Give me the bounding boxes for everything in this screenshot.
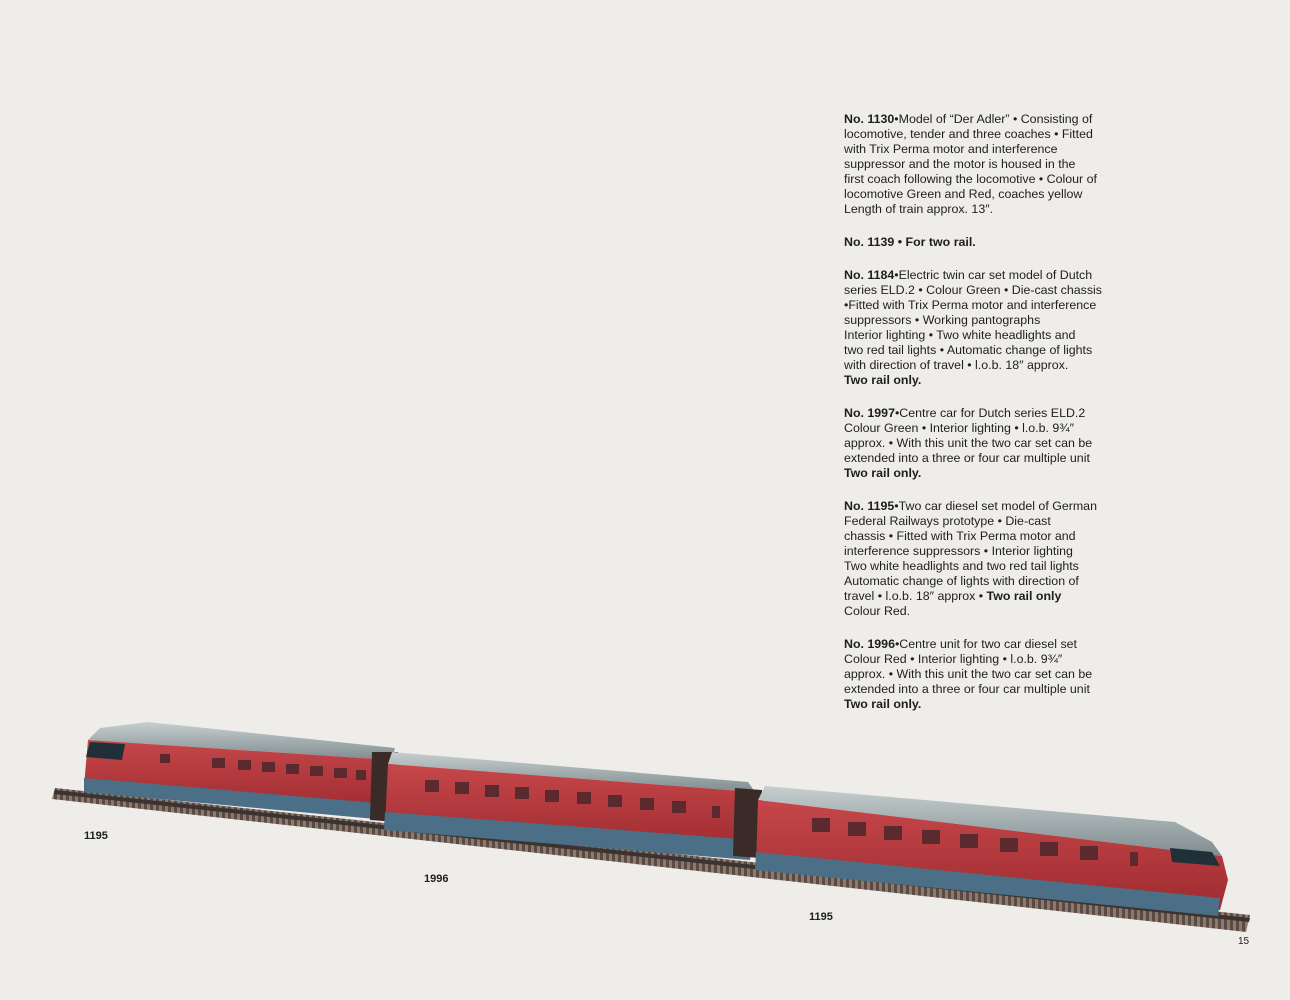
entry-text: Interior lighting • Two white headlights and [844,328,1076,342]
entry-line [844,187,1134,202]
entry-text: locomotive, tender and three coaches • Fitted [844,127,1093,141]
entry-text: Colour Red • Interior lighting • l.o.b. 9¾″ [844,652,1063,666]
entry-line [844,544,1134,559]
entry-line [844,268,1134,283]
entry-text: approx. • With this unit the two car set can be [844,436,1093,450]
entry-text: chassis • Fitted with Trix Perma motor and [844,529,1076,543]
entry-text: •Two car diesel set model of German [894,499,1097,513]
entry-text: suppressor and the motor is housed in the [844,157,1076,171]
entry-line [844,328,1134,343]
entry-line [844,652,1134,667]
entry-number: No. 1997 [844,406,895,420]
entry-number: No. 1130 [844,112,895,126]
entry-line [844,604,1134,619]
entry-line [844,436,1134,451]
entry-line [844,466,1134,481]
entry-1997 [844,406,1134,481]
entry-number: No. 1139 [844,235,895,249]
entry-line [844,421,1134,436]
entry-text: extended into a three or four car multiple unit [844,451,1090,465]
label-1195-right: 1195 [809,911,833,923]
entry-line [844,358,1134,373]
entry-line [844,637,1134,652]
entry-text: extended into a three or four car multiple unit [844,682,1090,696]
entry-line [844,157,1134,172]
entry-line [844,559,1134,574]
label-1195-left: 1195 [84,830,108,842]
entry-text: first coach following the locomotive • Colour of [844,172,1097,186]
entry-line [844,574,1134,589]
entry-text: Colour Green • Interior lighting • l.o.b. 9¾″ [844,421,1075,435]
description-column [844,112,1134,730]
entry-text: suppressors • Working pantographs [844,313,1041,327]
entry-text: Length of train approx. 13″. [844,202,994,216]
entry-number: No. 1184 [844,268,895,282]
car-1996-middle [384,752,755,860]
label-1996: 1996 [424,873,449,885]
entry-line [844,682,1134,697]
entry-line [844,499,1134,514]
entry-line [844,373,1134,388]
entry-text: travel • l.o.b. 18″ approx • [844,589,987,603]
entry-text: Two rail only. [844,373,922,387]
entry-line [844,235,1134,250]
entry-1195 [844,499,1134,619]
entry-text: • For two rail. [894,235,976,249]
entry-line [844,451,1134,466]
entry-line [844,298,1134,313]
entry-text-bold: Two rail only [986,589,1062,603]
entry-line [844,406,1134,421]
entry-text: Colour Red. [844,604,911,618]
entry-text: series ELD.2 • Colour Green • Die-cast chassis [844,283,1102,297]
entry-text: Two rail only. [844,697,922,711]
entry-line [844,313,1134,328]
entry-text: •Electric twin car set model of Dutch [894,268,1093,282]
entry-line [844,589,1134,604]
entry-text: interference suppressors • Interior lighting [844,544,1073,558]
entry-text: with Trix Perma motor and interference [844,142,1058,156]
entry-text: with direction of travel • l.o.b. 18″ approx. [844,358,1069,372]
entry-text: •Fitted with Trix Perma motor and interference [844,298,1097,312]
entry-text: •Centre car for Dutch series ELD.2 [894,406,1086,420]
entry-line [844,112,1134,127]
entry-1130 [844,112,1134,217]
entry-line [844,697,1134,712]
entry-line [844,529,1134,544]
entry-line [844,172,1134,187]
entry-number: No. 1996 [844,637,895,651]
entry-line [844,514,1134,529]
entry-text: •Model of “Der Adler” • Consisting of [894,112,1093,126]
entry-line [844,202,1134,217]
entry-text: •Centre unit for two car diesel set [894,637,1077,651]
page-number: 15 [1238,936,1250,947]
entry-1996 [844,637,1134,712]
entry-text: locomotive Green and Red, coaches yellow [844,187,1083,201]
entry-text: approx. • With this unit the two car set can be [844,667,1093,681]
entry-line [844,283,1134,298]
entry-1139 [844,235,1134,250]
entry-line [844,343,1134,358]
entry-text: Two white headlights and two red tail lights [844,559,1079,573]
entry-line [844,667,1134,682]
entry-text: Automatic change of lights with direction of [844,574,1079,588]
entry-line [844,142,1134,157]
entry-text: two red tail lights • Automatic change of lights [844,343,1093,357]
entry-line [844,127,1134,142]
entry-text: Two rail only. [844,466,922,480]
entry-1184 [844,268,1134,388]
entry-text: Federal Railways prototype • Die-cast [844,514,1051,528]
entry-number: No. 1195 [844,499,895,513]
